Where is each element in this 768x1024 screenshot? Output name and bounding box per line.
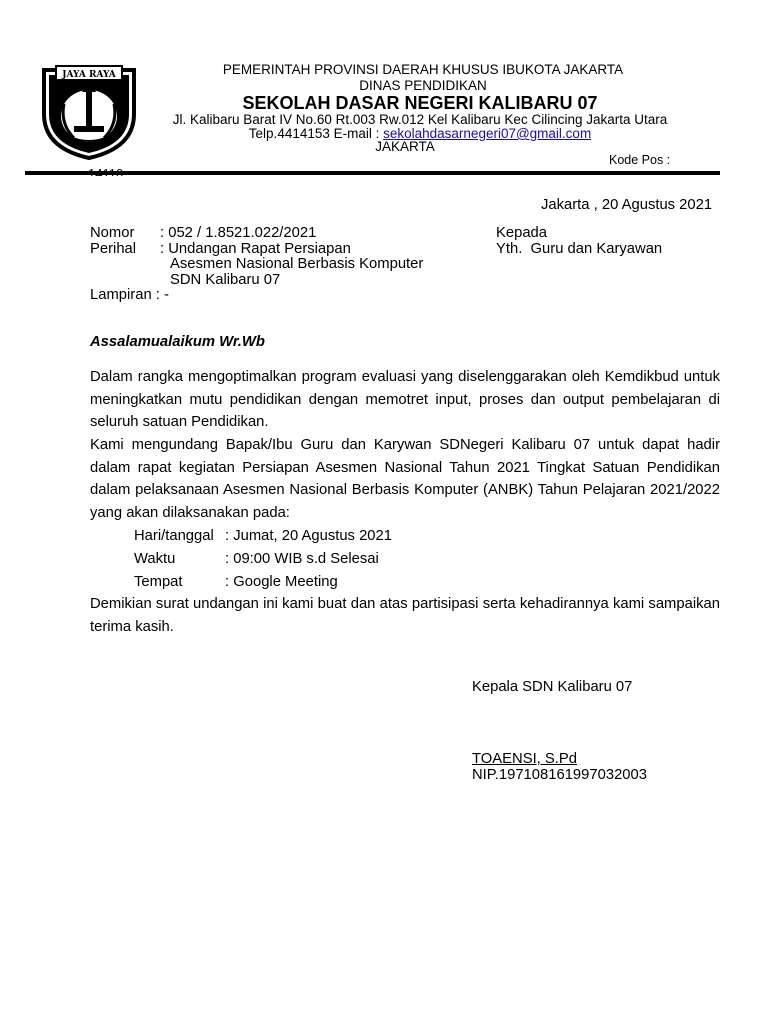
letterhead-divider	[25, 171, 720, 175]
schedule-day-value: : Jumat, 20 Agustus 2021	[225, 528, 392, 544]
signature-name: TOAENSI, S.Pd	[472, 751, 577, 767]
paragraph-invitation: Kami mengundang Bapak/Ibu Guru dan Karywan SDNegeri Kalibaru 07 untuk dapat hadir dalam rapat kegiatan Persiapan Asesmen Nasional Tahun 2021 Tingkat Satuan Pendidikan dalam pelaksanaan Asesmen Nasional Berbasis Komputer (ANBK) Tahun Pelajaran 2021/2022 yang akan dilaksanakan pada:	[90, 437, 720, 522]
letterhead-address: Jl. Kalibaru Barat IV No.60 Rt.003 Rw.012 Kel Kalibaru Kec Cilincing Jakarta Utara	[172, 112, 668, 127]
perihal-line-1: : Undangan Rapat Persiapan	[160, 241, 351, 257]
paragraph-closing: Demikian surat undangan ini kami buat dan atas partisipasi serta kehadirannya kami sampaikan terima kasih.	[90, 596, 720, 635]
paragraph-intro: Dalam rangka mengoptimalkan program evaluasi yang diselenggarakan oleh Kemdikbud untuk meningkatkan mutu pendidikan dengan memotret input, proses dan output pembelajaran di seluruh satuan Pendidikan.	[90, 369, 720, 431]
lampiran-line: Lampiran : -	[90, 287, 169, 303]
recipient-kepada: Kepada	[496, 225, 548, 241]
schedule-time-value: : 09:00 WIB s.d Selesai	[225, 551, 379, 567]
nomor-value: : 052 / 1.8521.022/2021	[160, 225, 317, 241]
postcode-label: Kode Pos :	[609, 153, 671, 167]
letterhead-government: PEMERINTAH PROVINSI DAERAH KHUSUS IBUKOTA JAKARTA	[222, 62, 624, 77]
date-line: Jakarta , 20 Agustus 2021	[541, 197, 713, 213]
perihal-line-3: SDN Kalibaru 07	[170, 272, 281, 288]
perihal-line-2: Asesmen Nasional Berbasis Komputer	[170, 256, 424, 272]
schedule-place-value: : Google Meeting	[225, 574, 338, 590]
phone-text: Telp.4414153 E-mail :	[248, 126, 384, 141]
letterhead-city: JAKARTA	[375, 139, 435, 154]
greeting: Assalamualaikum Wr.Wb	[90, 334, 265, 350]
letterhead-department: DINAS PENDIDIKAN	[359, 78, 487, 93]
signature-title: Kepala SDN Kalibaru 07	[472, 679, 633, 695]
email-link[interactable]: sekolahdasarnegeri07@gmail.com	[383, 126, 592, 141]
recipient-name: Yth. Guru dan Karyawan	[496, 241, 663, 257]
perihal-label: Perihal	[90, 241, 137, 257]
schedule-day-label: Hari/tanggal	[134, 528, 214, 544]
schedule-time-label: Waktu	[134, 551, 176, 567]
schedule-place-label: Tempat	[134, 574, 183, 590]
signature-nip: NIP.197108161997032003	[472, 767, 647, 783]
nomor-label: Nomor	[90, 225, 135, 241]
logo-text: JAYA RAYA	[62, 70, 116, 80]
letterhead-school-name: SEKOLAH DASAR NEGERI KALIBARU 07	[242, 93, 598, 113]
